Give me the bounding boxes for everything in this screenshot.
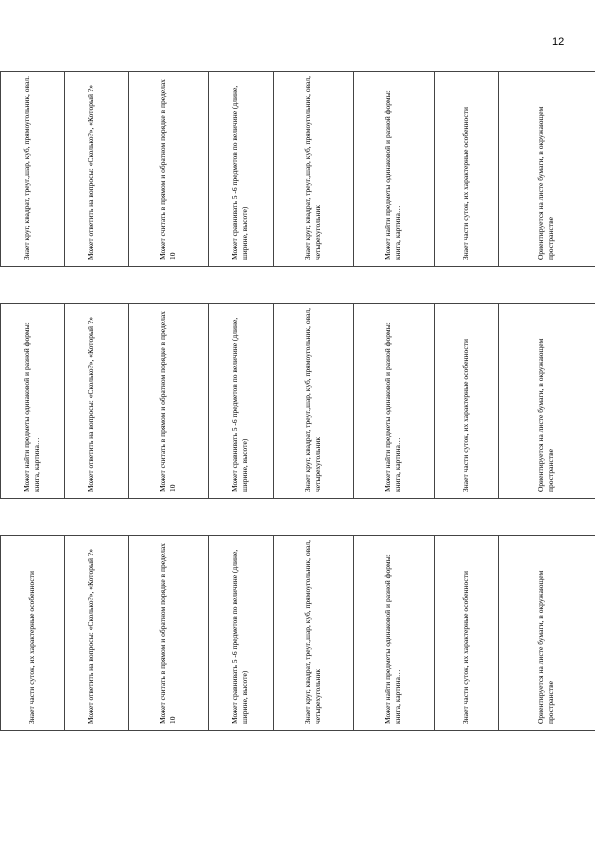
cell-text: Может найти предметы одинаковой и разной формы: книга, картина… bbox=[383, 322, 402, 492]
table-cell bbox=[209, 72, 274, 267]
cell-text: Может ответить на вопросы: «Сколько?», «Который ?» bbox=[85, 548, 95, 724]
cell-text: Ориентируется на листе бумаги, в окружающем пространстве bbox=[536, 338, 555, 492]
cell-text: Знает части суток, их характерные особенности bbox=[460, 339, 470, 492]
table-cell bbox=[1, 304, 65, 499]
cell-text: Знает круг, квадрат, треуг.,шар, куб, прямоугольник, овал, четырехугольник bbox=[302, 307, 322, 492]
table-cell bbox=[274, 304, 354, 499]
cell-text: Знает круг, квадрат, треуг.,шар, куб, прямоугольник, овал, четырехугольник bbox=[302, 539, 322, 724]
cell-text: Может сравнивать 5 -6 предметов по величине (длине, ширине, высоте) bbox=[230, 317, 249, 492]
page-number: 12 bbox=[552, 36, 565, 48]
table-row bbox=[1, 536, 595, 731]
cell-text: Знает круг, квадрат, треуг.,шар, куб, прямоугольник, овал. bbox=[21, 75, 31, 260]
table-cell bbox=[129, 72, 209, 267]
table-cell bbox=[1, 536, 65, 731]
cell-text: Знает части суток, их характерные особенности bbox=[26, 571, 36, 724]
table-cell bbox=[354, 536, 435, 731]
table-row bbox=[1, 304, 595, 499]
table-cell bbox=[435, 72, 499, 267]
cell-text: Знает части суток, их характерные особенности bbox=[460, 571, 470, 724]
criteria-table-2 bbox=[0, 303, 595, 499]
table-cell bbox=[129, 304, 209, 499]
table-cell bbox=[274, 72, 354, 267]
cell-text: Может ответить на вопросы: «Сколько?», «Который ?» bbox=[85, 316, 95, 492]
table-row bbox=[1, 72, 595, 267]
table-cell bbox=[354, 304, 435, 499]
table-cell bbox=[65, 304, 129, 499]
table-cell bbox=[499, 304, 595, 499]
table-cell bbox=[65, 72, 129, 267]
table-cell bbox=[65, 536, 129, 731]
table-cell bbox=[209, 304, 274, 499]
cell-text: Знает круг, квадрат, треуг.,шар, куб, прямоугольник, овал, четырехугольник bbox=[302, 75, 322, 260]
table-cell bbox=[129, 536, 209, 731]
criteria-table-1 bbox=[0, 71, 595, 267]
table-cell bbox=[499, 72, 595, 267]
cell-text: Знает части суток, их характерные особенности bbox=[460, 107, 470, 260]
cell-text: Может сравнивать 5 -6 предметов по величине (длине, ширине, высоте) bbox=[230, 85, 249, 260]
cell-text: Может считать в прямом и обратном порядке в пределах 10 bbox=[157, 79, 177, 260]
table-cell bbox=[435, 536, 499, 731]
cell-text: Может найти предметы одинаковой и разной формы: книга, картина… bbox=[383, 554, 402, 724]
cell-text: Может сравнивать 5 -6 предметов по величине (длине, ширине, высоте) bbox=[230, 549, 249, 724]
cell-text: Может считать в прямом и обратном порядке в пределах 10 bbox=[157, 311, 177, 492]
table-cell bbox=[354, 72, 435, 267]
cell-text: Может найти предметы одинаковой и разной формы: книга, картина… bbox=[383, 90, 402, 260]
cell-text: Может найти предметы одинаковой и разной формы: книга, картина… bbox=[21, 322, 41, 492]
cell-text: Ориентируется на листе бумаги, в окружающем пространстве bbox=[536, 106, 555, 260]
table-cell bbox=[1, 72, 65, 267]
cell-text: Может ответить на вопросы: «Сколько?», «Который ?» bbox=[85, 84, 95, 260]
criteria-table-3 bbox=[0, 535, 595, 731]
cell-text: Может считать в прямом и обратном порядке в пределах 10 bbox=[157, 543, 177, 724]
table-cell bbox=[209, 536, 274, 731]
table-cell bbox=[435, 304, 499, 499]
table-cell bbox=[274, 536, 354, 731]
cell-text: Ориентируется на листе бумаги, в окружающем пространстве bbox=[536, 570, 555, 724]
table-cell bbox=[499, 536, 595, 731]
